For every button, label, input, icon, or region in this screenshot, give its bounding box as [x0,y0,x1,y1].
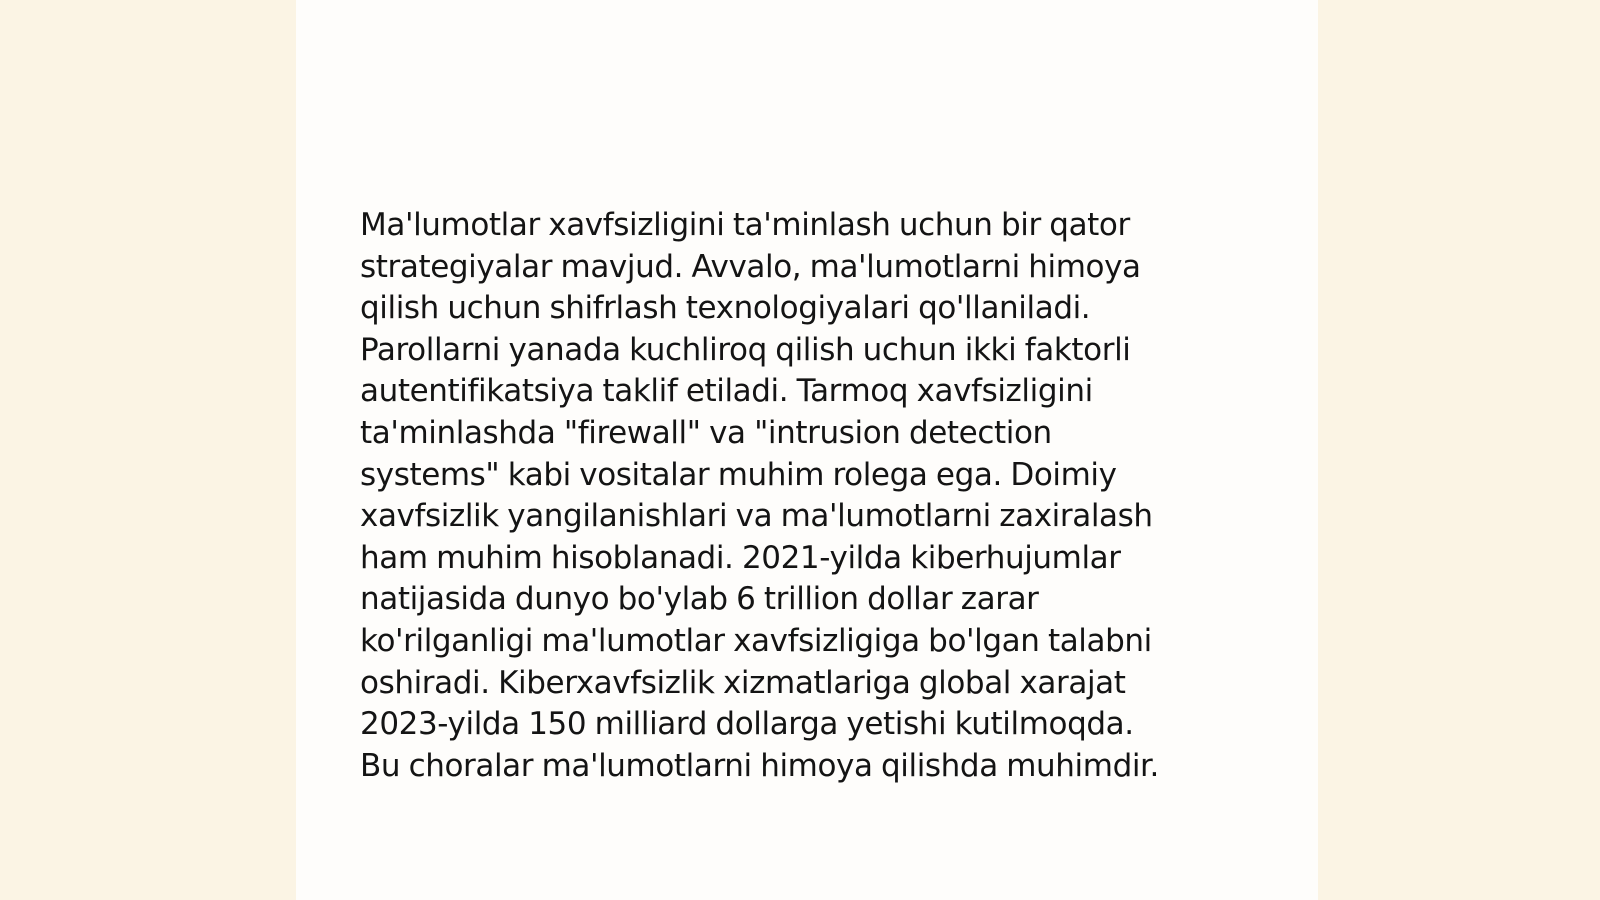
paragraph-line: strategiyalar mavjud. Avvalo, ma'lumotlarni himoya [360,248,1141,285]
paragraph-line: xavfsizlik yangilanishlari va ma'lumotlarni zaxiralash [360,498,1153,535]
document-page [296,0,1318,900]
paragraph-line: oshiradi. Kiberxavfsizlik xizmatlariga global xarajat [360,664,1126,701]
paragraph-line: ko'rilganligi ma'lumotlar xavfsizligiga bo'lgan talabni [360,622,1152,659]
paragraph-line: qilish uchun shifrlash texnologiyalari qo'llaniladi. [360,290,1091,327]
paragraph-line: Parollarni yanada kuchliroq qilish uchun ikki faktorli [360,331,1131,368]
paragraph-line: systems" kabi vositalar muhim rolega ega. Doimiy [360,456,1117,493]
paragraph-line: Ma'lumotlar xavfsizligini ta'minlash uchun bir qator [360,207,1130,243]
paragraph-line: 2023-yilda 150 milliard dollarga yetishi kutilmoqda. [360,706,1134,743]
paragraph-line: natijasida dunyo bo'ylab 6 trillion dollar zarar [360,581,1039,618]
paragraph-line: Bu choralar ma'lumotlarni himoya qilishda muhimdir. [360,747,1160,784]
body-paragraph [360,205,1260,787]
paragraph-line: ham muhim hisoblanadi. 2021-yilda kiberhujumlar [360,539,1121,576]
paragraph-line: ta'minlashda "firewall" va "intrusion detection [360,414,1052,451]
paragraph-line: autentifikatsiya taklif etiladi. Tarmoq xavfsizligini [360,373,1093,410]
